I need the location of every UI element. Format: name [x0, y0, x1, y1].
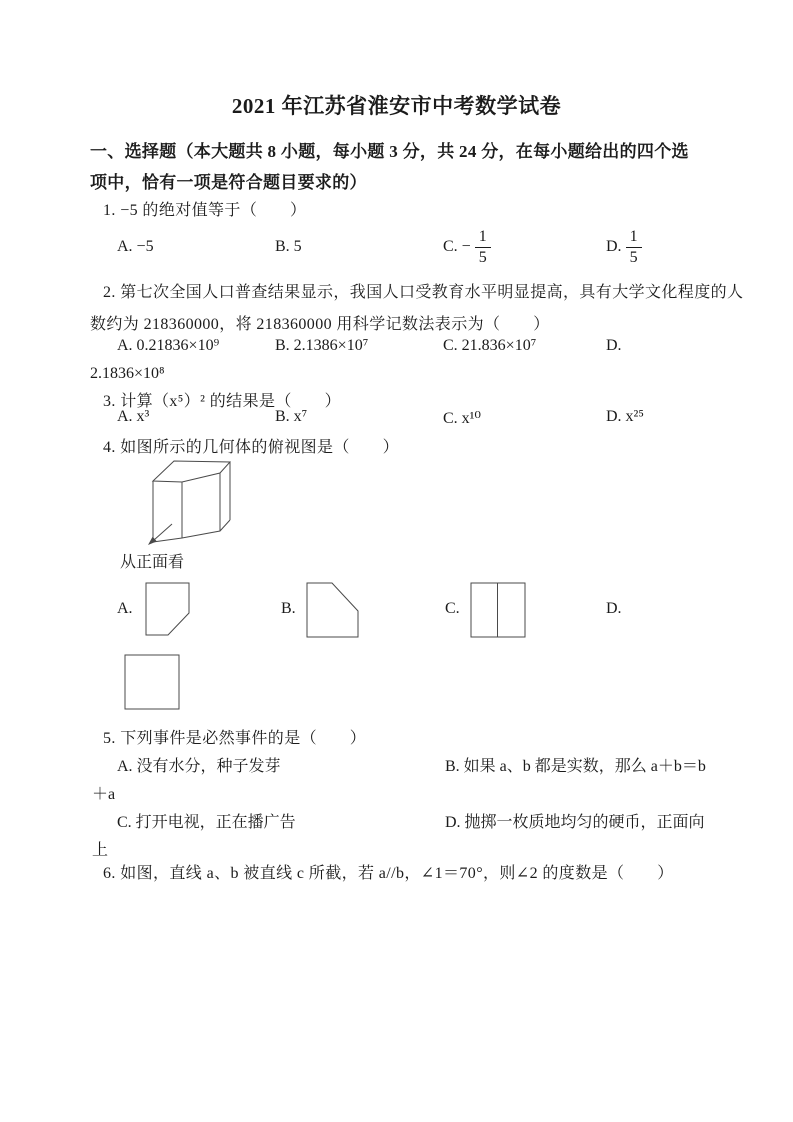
q1-option-d-label: D. — [606, 238, 622, 255]
q5-option-b-continuation: ＋a — [92, 786, 116, 803]
q4-option-c-label: C. — [445, 600, 460, 617]
view-direction-arrow-head — [148, 537, 157, 545]
q4-option-d-label: D. — [606, 600, 622, 617]
q4-option-c-shape — [470, 582, 527, 639]
q2-option-a: A. 0.21836×10⁹ — [117, 337, 220, 354]
q1-option-d-fraction — [626, 227, 642, 266]
q4-option-a-label: A. — [117, 600, 133, 617]
q3-option-b: B. x⁷ — [275, 408, 308, 425]
question-4-text: 4. 如图所示的几何体的俯视图是（ ） — [103, 439, 400, 456]
q1-option-c-sign: − — [461, 238, 471, 255]
question-1-text: 1. −5 的绝对值等于（ ） — [103, 202, 307, 219]
q3-option-a: A. x³ — [117, 408, 150, 425]
pentagon-cut-top-right — [307, 583, 358, 637]
q4-option-b-label: B. — [281, 600, 296, 617]
q4-option-d-shape — [124, 654, 181, 711]
q3-option-c: C. x¹⁰ — [443, 410, 481, 427]
section-heading-line2: 项中，恰有一项是符合题目要求的） — [90, 173, 367, 192]
q4-option-a-shape — [145, 582, 191, 637]
question-2-line1: 2. 第七次全国人口普查结果显示，我国人口受教育水平明显提高，具有大学文化程度的人 — [103, 284, 744, 301]
q2-option-b: B. 2.1386×10⁷ — [275, 337, 369, 354]
page-title: 2021 年江苏省淮安市中考数学试卷 — [231, 94, 562, 118]
pentagon-cut-bottom-right — [146, 583, 189, 635]
q5-option-a: A. 没有水分，种子发芽 — [117, 758, 281, 775]
q1-option-d-denominator: 5 — [629, 248, 638, 266]
q5-option-d-continuation: 上 — [92, 842, 109, 859]
prism-top-face — [153, 461, 230, 482]
q1-option-c-fraction — [475, 227, 491, 266]
q1-option-c-denominator: 5 — [478, 248, 487, 266]
question-6-text: 6. 如图，直线 a、b 被直线 c 所截，若 a//b，∠1＝70°，则∠2 的度数是（ ） — [103, 865, 674, 882]
prism-3d-figure — [115, 454, 240, 550]
q2-option-c: C. 21.836×10⁷ — [443, 337, 537, 354]
q2-option-d-label: D. — [606, 337, 622, 354]
q1-option-c-label: C. — [443, 238, 458, 255]
question-2-line2: 数约为 218360000，将 218360000 用科学记数法表示为（ ） — [90, 316, 550, 333]
q4-option-b-shape — [306, 582, 360, 639]
q1-option-d-numerator: 1 — [626, 227, 642, 247]
question-3-text: 3. 计算（x⁵）² 的结果是（ ） — [103, 393, 341, 410]
q1-option-a: A. −5 — [117, 238, 154, 255]
q3-option-d: D. x²⁵ — [606, 408, 644, 425]
q1-option-c — [443, 224, 491, 270]
q5-option-b: B. 如果 a、b 都是实数，那么 a＋b＝b — [445, 758, 706, 775]
q5-option-d: D. 抛掷一枚质地均匀的硬币，正面向 — [445, 814, 705, 831]
question-5-text: 5. 下列事件是必然事件的是（ ） — [103, 730, 367, 747]
section-heading-line1: 一、选择题（本大题共 8 小题，每小题 3 分，共 24 分，在每小题给出的四个选 — [90, 142, 689, 161]
q5-option-c: C. 打开电视，正在播广告 — [117, 814, 296, 831]
square-outline — [125, 655, 179, 709]
view-direction-arrow-line — [154, 524, 172, 540]
q1-option-b: B. 5 — [275, 238, 302, 255]
q2-option-d-continuation: 2.1836×10⁸ — [90, 365, 165, 382]
q1-option-c-numerator: 1 — [475, 227, 491, 247]
view-from-front-label: 从正面看 — [120, 554, 185, 571]
q1-option-d — [606, 224, 642, 270]
